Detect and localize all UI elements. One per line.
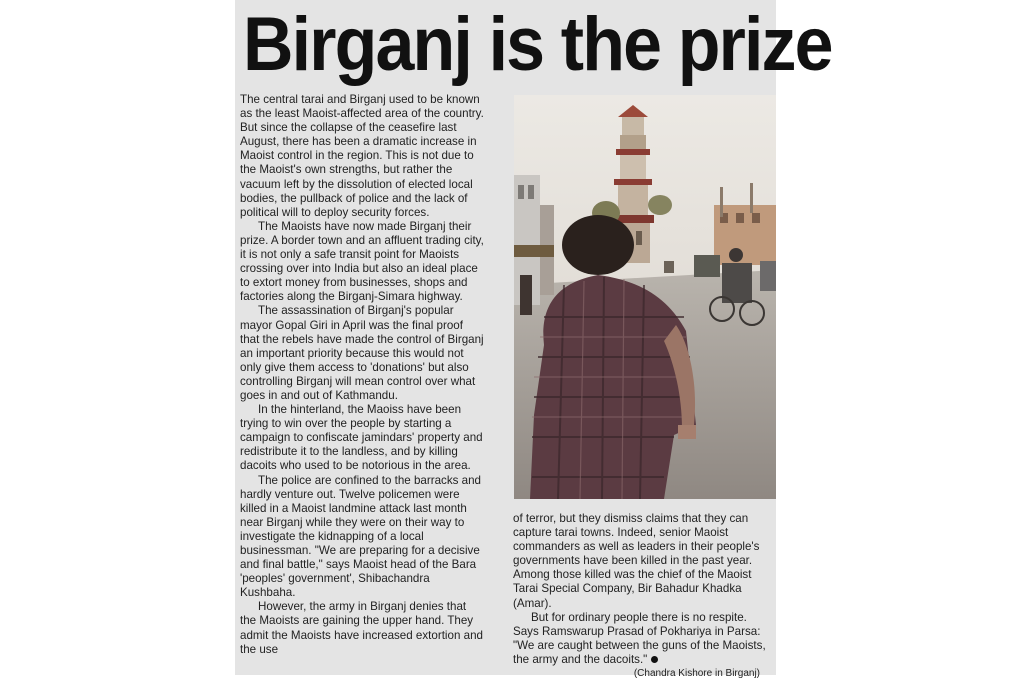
- article-column-right: [513, 512, 768, 681]
- closing-paragraph-text: But for ordinary people there is no respite. Says Ramswarup Prasad of Pokhariya in Parsa: "We are caught between the guns of the Maoists, the army and the dacoits.": [513, 610, 766, 666]
- newspaper-clipping: [235, 0, 832, 680]
- article-column-left: [240, 93, 484, 657]
- paragraph: In the hinterland, the Maoiss have been trying to win over the people by starting a campaign to confiscate jamindars' property and redistribute it to the landless, and by killing dacoits who used to be notorious in the area.: [240, 403, 483, 473]
- paragraph: The Maoists have now made Birganj their prize. A border town and an affluent trading city, it is not only a safe transit point for Maoists crossing over into India but also an ideal place to extort money from businesses, shops and factories along the Birganj-Simara highway.: [240, 219, 484, 304]
- paragraph: of terror, but they dismiss claims that they can capture tarai towns. Indeed, senior Maoist commanders as well as leaders in their people's governments have been killed in the past year. Among those killed was the chief of the Maoist Tarai Special Company, Bir Bahadur Khadka (Amar).: [513, 512, 760, 610]
- paragraph: The police are confined to the barracks and hardly venture out. Twelve policemen were killed in a Maoist landmine attack last month near Birganj while they were on their way to investigate the kidnapping of a local businessman. "We are preparing for a decisive and final battle," says Maoist head of the Bara 'peoples' government', Shibachandra Kushbaha.: [240, 473, 481, 600]
- street-photo: [514, 95, 776, 499]
- headline: Birganj is the prize: [243, 2, 832, 87]
- paragraph: However, the army in Birganj denies that the Maoists are gaining the upper hand. They admit the Maoists have increased extortion and the use: [240, 600, 483, 656]
- paragraph: [513, 610, 768, 680]
- byline-credit: (Chandra Kishore in Birganj): [633, 668, 760, 680]
- paragraph: The central tarai and Birganj used to be known as the least Maoist-affected area of the country. But since the collapse of the ceasefire last August, there has been a dramatic increase in Maoist control in the region. This is not due to the Maoist's own strengths, but rather the vacuum left by the dissolution of elected local bodies, the pullback of police and the lack of political will to deploy security forces.: [240, 93, 484, 219]
- paragraph: The assassination of Birganj's popular mayor Gopal Giri in April was the final proof that the rebels have made the control of Birganj an important priority because this would not only give them access to 'donations' but also controlling Birganj will mean control over what goes in and out of Kathmandu.: [240, 304, 484, 402]
- end-bullet-icon: [651, 656, 658, 663]
